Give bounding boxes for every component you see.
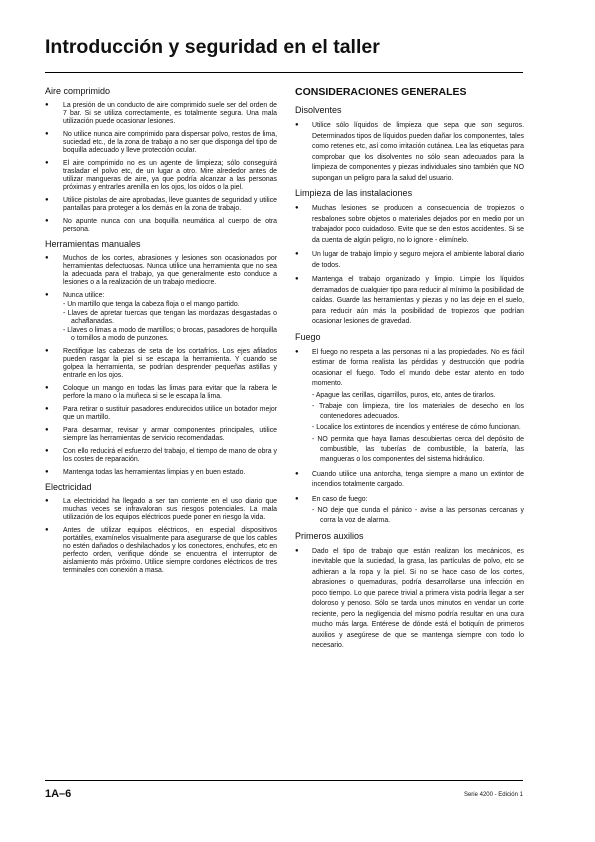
left-column xyxy=(45,86,277,580)
list-item: ● Un lugar de trabajo limpio y seguro mejora el ambiente laboral diario de todos. xyxy=(295,250,524,271)
list-item: ● Antes de utilizar equipos eléctricos, en especial dispositivos portátiles, examínelos visualmente para asegurarse de que los cables no estén dañados o deshilachados y los conectores, enchufes, etc en perfecto orden, verifique dónde se encuentra el interruptor de aislamiento más próximo. Utilice siempre cordones eléctricos de tres terminales con conexión a masa. xyxy=(45,527,277,575)
list-item: ● La electricidad ha llegado a ser tan corriente en el uso diario que muchas veces se infravaloran sus riesgos potenciales. La mala utilización de los equipos eléctricos puede poner en riesgo la vida. xyxy=(45,498,277,522)
list-item: ● Coloque un mango en todas las limas para evitar que la rabera le perfore la mano o la muñeca si se le escapa la lima. xyxy=(45,385,277,401)
list-item-text: El fuego no respeta a las personas ni a las propiedades. No es fácil estimar de forma realista las pérdidas y destrucción que podría ocasionar el fuego. Todo el mundo debe estar atento en todo momento. xyxy=(312,348,524,387)
section-heading: Fuego xyxy=(295,331,321,342)
list-item: ● Mantenga todas las herramientas limpias y en buen estado. xyxy=(45,469,277,477)
list-item-text: En caso de fuego: xyxy=(312,495,368,503)
sub-list xyxy=(312,391,524,466)
section-heading: Herramientas manuales xyxy=(45,239,141,249)
section-aire-comprimido xyxy=(45,86,277,234)
list-item: ● El aire comprimido no es un agente de limpieza; sólo conseguirá trasladar el polvo etc, de un lugar a otro. Mire alrededor antes de utilizar mangueras de aire, ya que podría alcanzar a las personas próximas y entrarles arenilla en los ojos, los oídos o la piel. xyxy=(45,160,277,192)
section-heading: Disolventes xyxy=(295,105,342,115)
page-number: 1A–6 xyxy=(45,788,72,800)
sub-item: - Localice los extintores de incendios y entérese de cómo funcionan. xyxy=(312,424,521,432)
bullet-list xyxy=(295,348,524,527)
section-disolventes xyxy=(295,105,524,184)
bullet-list xyxy=(45,102,277,234)
sub-item: - NO permita que haya llamas descubiertas cerca del depósito de combustible, las tuberías de combustible, la batería, las mangueras o los componentes del sistema hidráulico. xyxy=(312,435,524,464)
list-item: ● La presión de un conducto de aire comprimido suele ser del orden de 7 bar. Si se utiliza correctamente, es totalmente segura. Una mala utilización puede ocasionar lesiones. xyxy=(45,102,277,126)
list-item: ● Cuando utilice una antorcha, tenga siempre a mano un extintor de incendios totalmente cargado. xyxy=(295,470,524,491)
list-item: ● Utilice sólo líquidos de limpieza que sepa que son seguros. Determinados tipos de líquidos pueden dañar los componentes, tales como retenes etc, así como irritación cutánea. Lea las etiquetas para comprobar que los disolventes no sólo sean adecuados para la limpieza de componentes y piezas individuales sino también que NO supongan un peligro para la salud del usuario. xyxy=(295,121,524,184)
section-fuego xyxy=(295,332,524,527)
section-heading: Limpieza de las instalaciones xyxy=(295,188,413,198)
list-item: ● Rectifique las cabezas de seta de los cortafríos. Los ejes afilados pueden rasgar la piel si se escapa la herramienta. Y cuando se golpea la herramienta, se podrían desprender pequeñas astillas y entrarle en los ojos. xyxy=(45,348,277,380)
sub-item: - Un martillo que tenga la cabeza floja o el mango partido. xyxy=(63,301,240,308)
list-item: ● Para retirar o sustituir pasadores endurecidos utilice un botador mejor que un martillo. xyxy=(45,406,277,422)
section-heading: Electricidad xyxy=(45,482,92,492)
list-item xyxy=(295,495,524,527)
list-item: ● Muchas lesiones se producen a consecuencia de tropiezos o resbalones sobre objetos o materiales dejados por en medio por un trabajador poco cuidadoso. Evite que se den estos accidentes. Si se da cuenta de algún peligro, no lo ignore - elimínelo. xyxy=(295,204,524,246)
sub-list xyxy=(63,301,277,343)
list-item: ● No apunte nunca con una boquilla neumática al cuerpo de otra persona. xyxy=(45,218,277,234)
section-primeros-auxilios xyxy=(295,531,524,652)
bullet-list xyxy=(295,547,524,652)
list-item: ● Dado el tipo de trabajo que están realizan los mecánicos, es inevitable que la suciedad, la grasa, las partículas de polvo, etc se adhieran a la ropa y la piel. Si no se hace caso de los cortes, abrasiones o quemaduras, podría desarrollarse una infección en poco tiempo. Lo que parece trivial a primera vista podría llegar a ser doloroso y penoso. Sólo se tarda unos minutos en vendar un corte reciente, pero la negligencia del mismo podría resultar en una cura mucho más larga. Entérese de dónde está el botiquín de primeros auxilios y asegúrese de que se mantenga siempre con todo lo necesario. xyxy=(295,547,524,652)
section-herramientas-manuales xyxy=(45,239,277,477)
sub-item: - Trabaje con limpieza, tire los materiales de desecho en los contenedores adecuados. xyxy=(312,402,524,421)
section-heading: Primeros auxilios xyxy=(295,530,364,541)
top-rule xyxy=(45,72,523,73)
bullet-list xyxy=(295,121,524,184)
sub-item: - Llaves de apretar tuercas que tengan las mordazas desgastadas o achaflanadas. xyxy=(63,310,277,325)
bottom-rule xyxy=(45,780,523,781)
list-item: ● Mantenga el trabajo organizado y limpio. Limpie los líquidos derramados de cualquier tipo para reducir al mínimo la posibilidad de caídas. Guarde las herramientas y piezas y no las deje en el suelo, para reducir aún más la posibilidad de tropiezos que podrían ocasionar lesiones de gravedad. xyxy=(295,275,524,328)
list-item: ● Muchos de los cortes, abrasiones y lesiones son ocasionados por herramientas defectuosas. Nunca utilice una herramienta que no sea la adecuada para el trabajo, ya que generalmente esto conduce a lesiones o a la realización de un trabajo mediocre. xyxy=(45,255,277,287)
sub-list xyxy=(312,506,524,527)
right-column xyxy=(295,86,524,656)
bullet-list xyxy=(45,255,277,477)
page-title: Introducción y seguridad en el taller xyxy=(45,36,380,58)
sub-item: - Apague las cerillas, cigarrillos, puros, etc, antes de tirarlos. xyxy=(312,391,496,399)
bullet-list xyxy=(295,204,524,328)
section-limpieza xyxy=(295,188,524,328)
series-edition: Serie 4200 - Edición 1 xyxy=(463,792,523,798)
bullet-list xyxy=(45,498,277,575)
sub-item: - NO deje que cunda el pánico - avise a las personas cercanas y corra la voz de alarma. xyxy=(312,507,524,525)
list-item: ● Utilice pistolas de aire aprobadas, lleve guantes de seguridad y utilice pantallas para proteger a los demás en la zona de trabajo. xyxy=(45,197,277,213)
list-item: ● Para desarmar, revisar y armar componentes principales, utilice siempre las herramientas de servicio recomendadas. xyxy=(45,427,277,443)
general-heading: CONSIDERACIONES GENERALES xyxy=(295,86,467,98)
list-item: ● No utilice nunca aire comprimido para dispersar polvo, restos de lima, suciedad etc., de la zona de trabajo a no ser que disponga del tipo de boquilla adecuado y lleve protección ocular. xyxy=(45,131,277,155)
list-item xyxy=(295,348,524,466)
section-heading: Aire comprimido xyxy=(45,86,111,96)
list-item: ● Con ello reducirá el esfuerzo del trabajo, el tiempo de mano de obra y los costes de reparación. xyxy=(45,448,277,464)
section-electricidad xyxy=(45,482,277,575)
list-item xyxy=(45,292,277,343)
list-item-text: Nunca utilice: xyxy=(63,292,105,299)
sub-item: - Llaves o limas a modo de martillos; o brocas, pasadores de horquilla o tornillos a modo de punzones. xyxy=(63,327,277,342)
